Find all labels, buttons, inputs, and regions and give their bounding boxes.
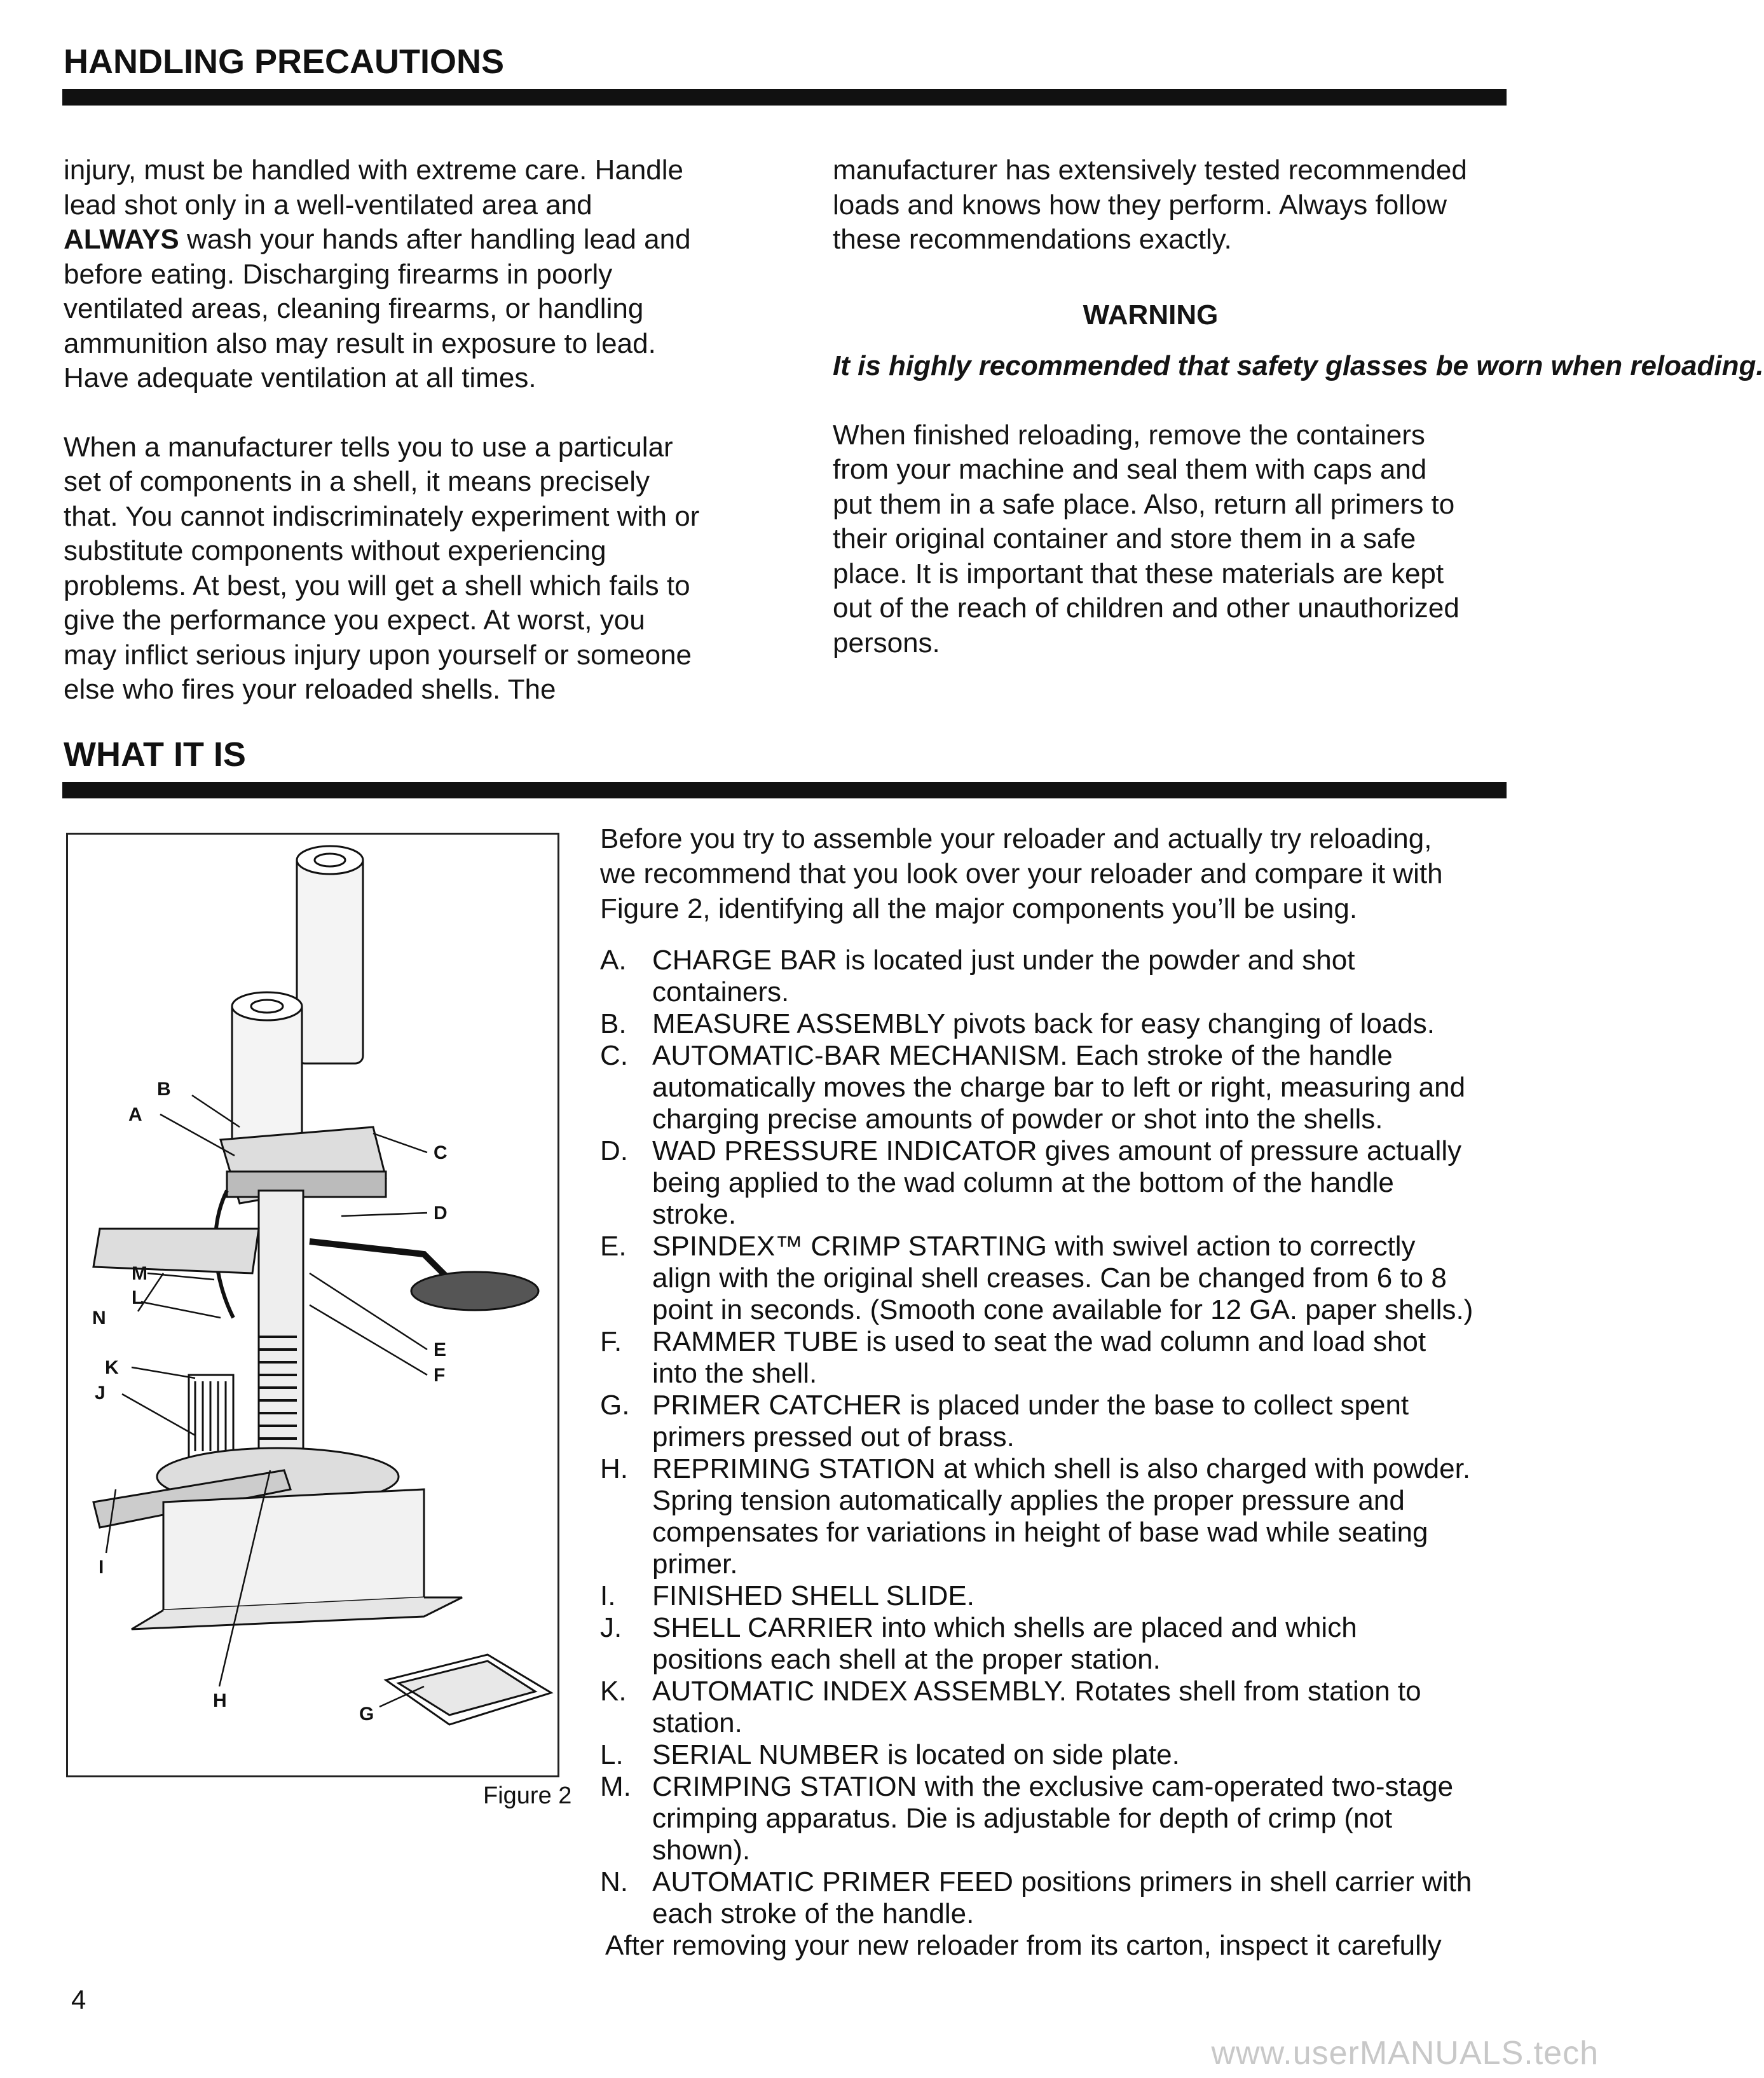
item-text: AUTOMATIC INDEX ASSEMBLY. Rotates shell from station to station.	[652, 1676, 1421, 1739]
warning-text: It is highly recommended that safety glasses be worn when reloading.	[833, 350, 1764, 381]
list-item-e	[600, 1231, 1515, 1326]
item-letter: L.	[600, 1739, 624, 1770]
item-text: CRIMPING STATION with the exclusive cam-operated two-stage crimping apparatus. Die is adjustable for depth of crimp (not shown).	[652, 1771, 1454, 1866]
right-column	[833, 153, 1764, 660]
text-line: lead shot only in a well-ventilated area and	[64, 189, 592, 221]
warning-title: WARNING	[1083, 299, 1219, 331]
label-b: B	[157, 1079, 171, 1100]
text-line: their original container and store them in a safe	[833, 523, 1416, 554]
list-item-i	[600, 1580, 1515, 1612]
text-line: out of the reach of children and other unauthorized	[833, 592, 1460, 624]
text-line: these recommendations exactly.	[833, 224, 1232, 255]
list-item-d	[600, 1135, 1515, 1231]
label-h: H	[213, 1690, 227, 1711]
text-line: else who fires your reloaded shells. The	[64, 674, 556, 705]
item-letter: N.	[600, 1866, 628, 1897]
reloader-diagram	[68, 835, 557, 1775]
item-text: MEASURE ASSEMBLY pivots back for easy changing of loads.	[652, 1008, 1435, 1039]
primer-tray	[93, 1229, 259, 1273]
item-letter: M.	[600, 1771, 631, 1802]
base	[163, 1489, 424, 1610]
label-l: L	[132, 1287, 144, 1308]
item-letter: E.	[600, 1231, 627, 1262]
item-letter: K.	[600, 1676, 627, 1707]
item-text: FINISHED SHELL SLIDE.	[652, 1580, 974, 1611]
text-line: manufacturer has extensively tested recommended	[833, 154, 1467, 186]
label-e: E	[434, 1339, 447, 1360]
text-line: Before you try to assemble your reloader and actually try reloading,	[600, 823, 1432, 854]
text-line: Figure 2, identifying all the major components you’ll be using.	[600, 893, 1358, 924]
handle-grip	[411, 1272, 538, 1310]
label-i: I	[99, 1557, 104, 1578]
list-item-l	[600, 1739, 1515, 1771]
label-k: K	[105, 1357, 119, 1378]
item-text: REPRIMING STATION at which shell is also charged with powder. Spring tension automatically applies the proper pressure and compensates for variations in height of base wad while seating primer.	[652, 1453, 1471, 1580]
paragraph-finished	[833, 418, 1519, 661]
item-text: PRIMER CATCHER is placed under the base to collect spent primers pressed out of brass.	[652, 1390, 1409, 1453]
list-item-n	[600, 1866, 1515, 1930]
label-a: A	[128, 1104, 142, 1125]
section-heading-handling: HANDLING PRECAUTIONS	[64, 43, 505, 81]
powder-container	[232, 1000, 302, 1146]
list-item-h	[600, 1453, 1515, 1580]
item-letter: C.	[600, 1040, 628, 1071]
text-line: injury, must be handled with extreme care. Handle	[64, 154, 684, 186]
paragraph-lead-handling	[64, 153, 788, 396]
watermark: www.userMANUALS.tech	[1211, 2035, 1599, 2072]
text-line: problems. At best, you will get a shell which fails to	[64, 570, 690, 601]
text-line: that. You cannot indiscriminately experiment with or	[64, 500, 700, 532]
text-line: ventilated areas, cleaning firearms, or handling	[64, 293, 644, 324]
text-line: may inflict serious injury upon yourself or someone	[64, 639, 692, 671]
item-letter: F.	[600, 1326, 622, 1357]
text-line: loads and knows how they perform. Always follow	[833, 189, 1447, 221]
text-line: ammunition also may result in exposure to lead.	[64, 327, 656, 359]
text-line: substitute components without experiencing	[64, 535, 606, 566]
item-letter: H.	[600, 1453, 628, 1484]
shot-container-top	[297, 846, 363, 874]
handle-arm	[310, 1241, 449, 1280]
text-line: set of components in a shell, it means precisely	[64, 466, 650, 497]
shot-container	[297, 854, 363, 1063]
label-d: D	[434, 1203, 448, 1224]
label-m: M	[132, 1263, 147, 1284]
figure-caption: Figure 2	[483, 1782, 572, 1809]
label-f: F	[434, 1365, 446, 1386]
section-heading-what: WHAT IT IS	[64, 735, 246, 774]
item-text: RAMMER TUBE is used to seat the wad column and load shot into the shell.	[652, 1326, 1426, 1389]
paragraph-components	[64, 430, 788, 707]
index-assembly	[189, 1375, 233, 1458]
item-letter: J.	[600, 1612, 622, 1643]
item-letter: A.	[600, 945, 627, 976]
list-item-j	[600, 1612, 1515, 1676]
list-item-b	[600, 1008, 1515, 1040]
list-item-f	[600, 1326, 1515, 1390]
label-c: C	[434, 1142, 448, 1163]
closing-line: After removing your new reloader from its carton, inspect it carefully	[605, 1930, 1442, 1961]
item-letter: G.	[600, 1390, 630, 1421]
item-text: CHARGE BAR is located just under the powder and shot containers.	[652, 945, 1355, 1008]
text-line: give the performance you expect. At worst, you	[64, 605, 645, 636]
item-letter: B.	[600, 1008, 627, 1039]
figure-2	[66, 833, 559, 1777]
list-item-g	[600, 1390, 1515, 1453]
item-text: SPINDEX™ CRIMP STARTING with swivel action to correctly align with the original shell creases. Can be changed from 6 to 8 point in seconds. (Smooth cone available for 12 GA. paper shells.)	[652, 1231, 1473, 1325]
item-text: WAD PRESSURE INDICATOR gives amount of pressure actually being applied to the wad column at the bottom of the handle stroke.	[652, 1135, 1462, 1230]
text-line: persons.	[833, 627, 940, 659]
text-line: When finished reloading, remove the containers	[833, 419, 1425, 451]
text-line: we recommend that you look over your reloader and compare it with	[600, 858, 1443, 889]
text-fragment: wash your hands after handling lead and	[187, 224, 691, 255]
left-column	[64, 153, 788, 707]
powder-container-top	[232, 992, 302, 1020]
text-line: from your machine and seal them with caps and	[833, 454, 1427, 485]
text-line: Have adequate ventilation at all times.	[64, 362, 537, 393]
list-item-c	[600, 1040, 1515, 1135]
text-line: place. It is important that these materials are kept	[833, 557, 1444, 589]
section-rule	[62, 782, 1507, 798]
emphasis-always: ALWAYS	[64, 224, 179, 255]
item-text: SERIAL NUMBER is located on side plate.	[652, 1739, 1180, 1770]
intro-paragraph	[600, 821, 1515, 926]
item-text: SHELL CARRIER into which shells are placed and which positions each shell at the proper station.	[652, 1612, 1357, 1675]
component-list	[600, 945, 1515, 1962]
text-line	[64, 222, 788, 257]
page-number: 4	[71, 1985, 86, 2014]
label-j: J	[95, 1383, 106, 1404]
label-g: G	[359, 1704, 374, 1725]
label-n: N	[92, 1308, 106, 1329]
text-line: When a manufacturer tells you to use a particular	[64, 431, 673, 463]
item-letter: I.	[600, 1580, 616, 1611]
list-item-a	[600, 945, 1515, 1008]
item-text: AUTOMATIC-BAR MECHANISM. Each stroke of the handle automatically moves the charge bar to left or right, measuring and charging precise amounts of powder or shot into the shells.	[652, 1040, 1466, 1135]
paragraph-manufacturer	[833, 153, 1519, 257]
list-item-m	[600, 1771, 1515, 1866]
list-item-k	[600, 1676, 1515, 1739]
text-line: before eating. Discharging firearms in poorly	[64, 258, 613, 290]
text-line: put them in a safe place. Also, return all primers to	[833, 488, 1455, 520]
section-rule	[62, 89, 1507, 106]
item-letter: D.	[600, 1135, 628, 1166]
item-text: AUTOMATIC PRIMER FEED positions primers in shell carrier with each stroke of the handle.	[652, 1866, 1472, 1929]
